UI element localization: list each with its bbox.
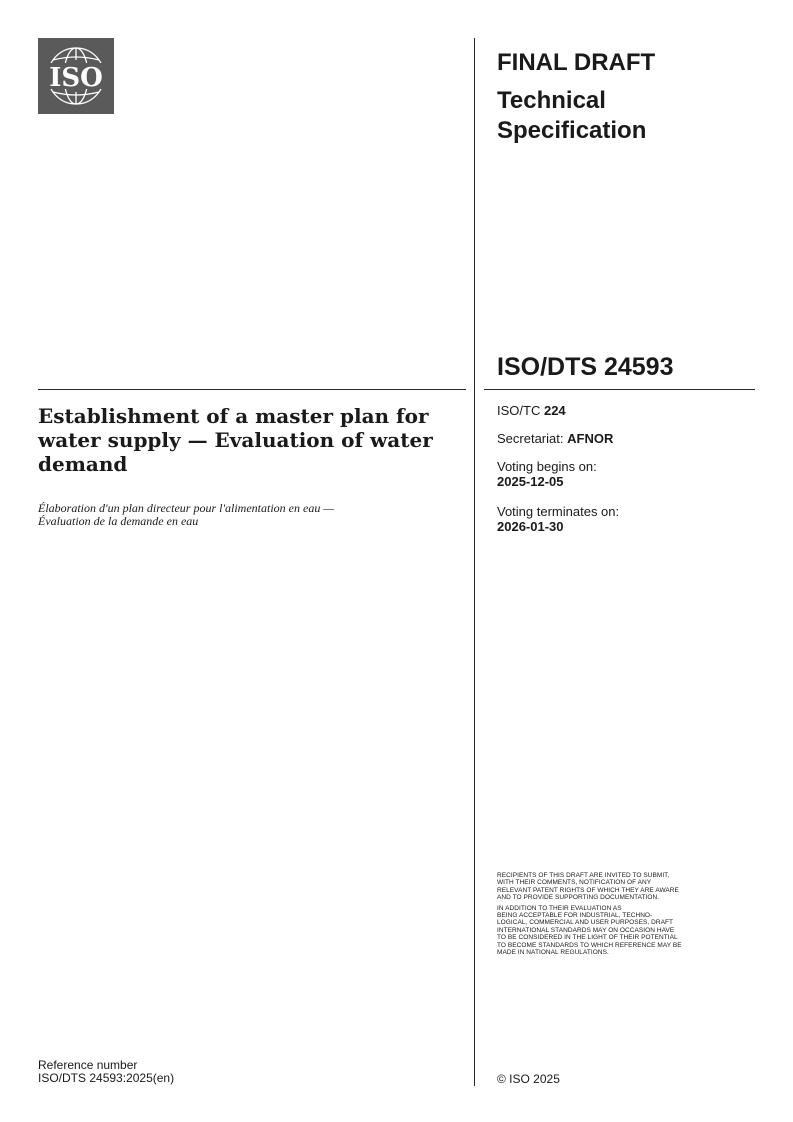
- english-title-line: demand: [38, 452, 128, 476]
- secretariat-label: Secretariat:: [497, 431, 564, 446]
- draft-notice: [497, 872, 753, 959]
- right-horizontal-rule: [484, 389, 755, 390]
- notice-line: AND TO PROVIDE SUPPORTING DOCUMENTATION.: [497, 894, 660, 902]
- notice-line: TO BECOME STANDARDS TO WHICH REFERENCE MAY BE: [497, 941, 682, 949]
- logo-text: ISO: [49, 63, 103, 93]
- notice-line: INTERNATIONAL STANDARDS MAY ON OCCASION HAVE: [497, 926, 675, 934]
- notice-line: RELEVANT PATENT RIGHTS OF WHICH THEY ARE AWARE: [497, 886, 679, 894]
- voting-begins-label: Voting begins on:: [497, 459, 597, 474]
- reference-label: Reference number: [38, 1058, 138, 1072]
- notice-line: RECIPIENTS OF THIS DRAFT ARE INVITED TO SUBMIT,: [497, 872, 670, 879]
- notice-line: IN ADDITION TO THEIR EVALUATION AS: [497, 904, 622, 912]
- tc-label: ISO/TC: [497, 403, 541, 418]
- document-stage: FINAL DRAFT: [497, 49, 656, 76]
- reference-value: ISO/DTS 24593:2025(en): [38, 1071, 175, 1085]
- left-horizontal-rule: [38, 389, 466, 390]
- technical-committee: [497, 403, 566, 418]
- document-type-line: Specification: [497, 117, 647, 144]
- notice-line: WITH THEIR COMMENTS, NOTIFICATION OF ANY: [497, 879, 652, 887]
- notice-paragraph: [497, 872, 753, 902]
- french-title: [38, 502, 458, 528]
- document-type: [497, 86, 737, 146]
- voting-begins-date: 2025-12-05: [497, 474, 564, 489]
- secretariat: [497, 431, 613, 446]
- reference-number: [38, 1059, 174, 1085]
- document-type-line: Technical: [497, 87, 606, 114]
- french-title-line: Élaboration d'un plan directeur pour l'alimentation en eau —: [38, 501, 334, 515]
- notice-paragraph: [497, 905, 753, 957]
- iso-logo: [38, 38, 114, 114]
- french-title-line: Évaluation de la demande en eau: [38, 514, 199, 528]
- notice-line: BEING ACCEPTABLE FOR INDUSTRIAL, TECHNO-: [497, 912, 653, 920]
- notice-line: TO BE CONSIDERED IN THE LIGHT OF THEIR POTENTIAL: [497, 934, 678, 942]
- notice-line: MADE IN NATIONAL REGULATIONS.: [497, 949, 609, 957]
- english-title-line: Establishment of a master plan for: [38, 404, 429, 428]
- document-number: ISO/DTS 24593: [497, 353, 674, 381]
- secretariat-value: AFNOR: [567, 431, 614, 446]
- vertical-divider: [474, 38, 475, 1086]
- voting-terminates-label: Voting terminates on:: [497, 504, 620, 519]
- voting-begins: [497, 459, 597, 489]
- tc-value: 224: [543, 403, 566, 418]
- iso-globe-logo-icon: [38, 38, 114, 114]
- voting-terminates: [497, 504, 619, 534]
- copyright: © ISO 2025: [497, 1072, 560, 1086]
- notice-line: LOGICAL, COMMERCIAL AND USER PURPOSES, DRAFT: [497, 919, 674, 927]
- english-title-line: water supply — Evaluation of water: [38, 428, 433, 452]
- english-title: [38, 404, 458, 476]
- voting-terminates-date: 2026-01-30: [497, 519, 564, 534]
